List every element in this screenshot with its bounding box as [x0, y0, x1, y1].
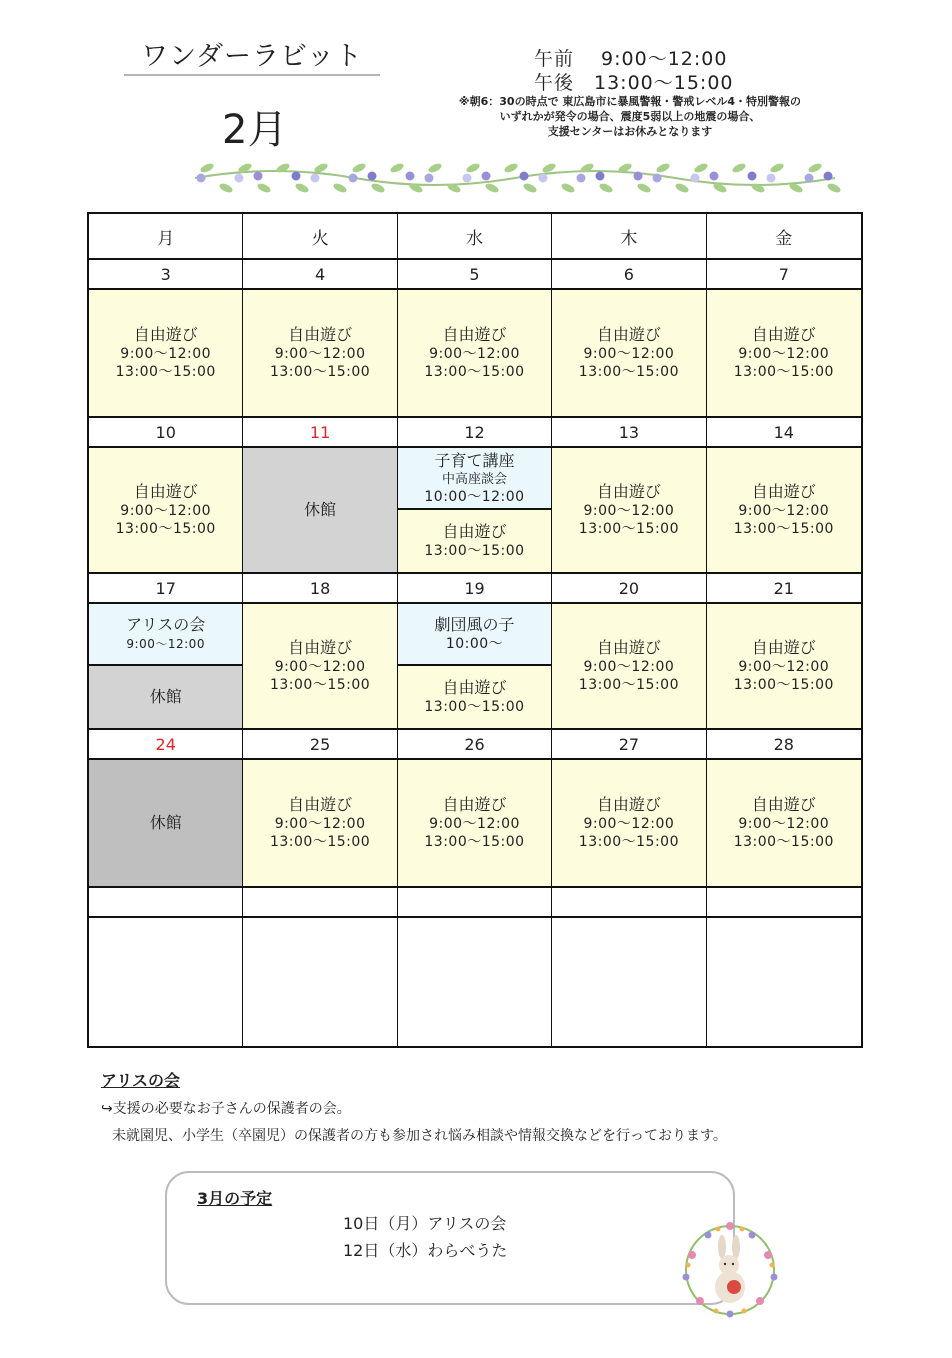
leaf-icon — [560, 182, 576, 194]
event-block — [398, 508, 551, 572]
day-cell — [89, 290, 243, 418]
leaf-icon — [693, 162, 709, 174]
leaf-icon — [294, 182, 310, 194]
event-block — [552, 760, 705, 886]
day-cell — [707, 290, 861, 418]
weather-notice-line: ※朝6：30の時点で 東広島市に暴風警報・警戒レベル4・特別警報の — [458, 95, 802, 108]
day-cell — [552, 918, 706, 1046]
leaf-icon — [826, 182, 842, 194]
weekday-header: 金 — [707, 214, 861, 260]
alice-heading: アリスの会 — [101, 1071, 181, 1090]
blossom-icon — [197, 174, 206, 183]
blossom-icon — [520, 172, 529, 181]
leaf-icon — [256, 182, 272, 194]
event-title: 子育て講座 — [434, 450, 515, 470]
event-block — [89, 604, 242, 664]
day-cell — [707, 760, 861, 888]
event-time: 13:00～15:00 — [733, 521, 834, 537]
event-time: 13:00～15:00 — [115, 521, 216, 537]
leaf-icon — [465, 162, 481, 174]
weekday-header: 火 — [243, 214, 397, 260]
flower-garland-illustration — [185, 150, 845, 202]
leaf-icon — [598, 182, 614, 194]
event-time: 13:00～15:00 — [578, 521, 679, 537]
weekday-header: 月 — [89, 214, 243, 260]
event-time: 13:00～15:00 — [733, 364, 834, 380]
blossom-icon — [691, 174, 700, 183]
date-number — [243, 888, 397, 918]
blossom-icon — [824, 172, 833, 181]
day-cell — [398, 448, 552, 574]
event-title: 自由遊び — [288, 325, 353, 344]
event-time: 10:00～12:00 — [424, 488, 525, 505]
day-cell — [243, 448, 397, 574]
day-cell — [89, 448, 243, 574]
event-title: 劇団風の子 — [434, 615, 515, 634]
event-time: 9:00～12:00 — [429, 816, 520, 832]
event-time: 9:00～12:00 — [120, 346, 212, 362]
event-title: 自由遊び — [751, 795, 816, 814]
leaf-icon — [579, 162, 595, 174]
event-block — [707, 448, 861, 572]
event-title: 休館 — [304, 500, 337, 519]
event-time: 9:00～12:00 — [274, 659, 366, 675]
date-number: 14 — [707, 418, 861, 448]
date-number: 11 — [243, 418, 397, 448]
leaf-icon — [389, 162, 405, 174]
leaf-icon — [370, 182, 386, 194]
day-cell — [243, 604, 397, 730]
event-block — [89, 448, 242, 572]
date-number: 20 — [552, 574, 706, 604]
day-cell — [707, 448, 861, 574]
event-block — [707, 604, 861, 728]
leaf-icon — [769, 162, 785, 174]
blossom-icon — [653, 174, 662, 183]
date-number: 3 — [89, 260, 243, 290]
date-number — [552, 888, 706, 918]
calendar-grid — [87, 212, 863, 1048]
event-time: 13:00～15:00 — [269, 677, 371, 693]
blossom-icon — [710, 172, 719, 181]
event-time: 13:00～15:00 — [578, 834, 679, 850]
event-time: 13:00～15:00 — [733, 834, 834, 850]
date-number — [707, 888, 861, 918]
blossom-icon — [805, 174, 814, 183]
event-block — [552, 604, 705, 728]
alice-description: 未就園児、小学生（卒園児）の保護者の方も参加され悩み相談や情報交換などを行っております。 — [112, 1128, 727, 1144]
leaf-icon — [484, 182, 500, 194]
event-block — [707, 290, 861, 416]
blossom-icon — [235, 174, 244, 183]
event-title: 自由遊び — [751, 482, 816, 501]
weather-notice-line: 支援センターはお休みとなります — [547, 125, 713, 138]
event-block — [552, 448, 705, 572]
blossom-icon — [482, 172, 491, 181]
event-title: アリスの会 — [126, 615, 206, 634]
blossom-icon — [577, 174, 586, 183]
date-number: 17 — [89, 574, 243, 604]
event-block — [398, 760, 551, 886]
day-cell — [243, 760, 397, 888]
leaf-icon — [655, 162, 671, 174]
leaf-icon — [750, 182, 766, 194]
event-block — [243, 290, 396, 416]
hours-afternoon: 午後 13:00～15:00 — [534, 72, 734, 94]
event-subtitle: 中高座談会 — [441, 471, 507, 487]
blossom-icon — [463, 174, 472, 183]
blossom-icon — [748, 172, 757, 181]
day-cell — [398, 290, 552, 418]
rabbit-wreath-illustration — [670, 1215, 790, 1325]
event-time: 13:00～15:00 — [578, 677, 679, 693]
event-title: 自由遊び — [442, 325, 507, 344]
leaf-icon — [636, 182, 652, 194]
event-time: 9:00～12:00 — [274, 816, 366, 832]
event-title: 自由遊び — [442, 678, 507, 697]
blossom-icon — [425, 174, 434, 183]
event-time: 9:00～12:00 — [738, 659, 830, 675]
blossom-icon — [292, 172, 301, 181]
event-time: 9:00～12:00 — [583, 503, 675, 519]
event-block — [243, 604, 396, 728]
leaf-icon — [199, 162, 215, 174]
day-cell — [89, 604, 243, 730]
date-number: 24 — [89, 730, 243, 760]
event-block — [89, 760, 242, 886]
event-title: 休館 — [149, 687, 182, 706]
blossom-icon — [254, 172, 263, 181]
event-title: 自由遊び — [288, 795, 353, 814]
event-block — [398, 664, 551, 728]
date-number: 21 — [707, 574, 861, 604]
event-time: 9:00～12:00 — [738, 503, 830, 519]
event-time: 13:00～15:00 — [733, 677, 834, 693]
event-time: 9:00～12:00 — [429, 346, 520, 362]
date-number: 12 — [398, 418, 552, 448]
event-time: 13:00～15:00 — [424, 543, 525, 559]
leaf-icon — [218, 182, 234, 194]
date-number: 6 — [552, 260, 706, 290]
event-time: 13:00～15:00 — [578, 364, 679, 380]
day-cell — [89, 918, 243, 1046]
event-title: 自由遊び — [596, 325, 661, 344]
day-cell — [707, 918, 861, 1046]
date-number: 28 — [707, 730, 861, 760]
date-number: 27 — [552, 730, 706, 760]
date-number — [398, 888, 552, 918]
event-time: 9:00～12:00 — [126, 637, 205, 651]
blossom-icon — [634, 172, 643, 181]
event-title: 自由遊び — [751, 638, 816, 657]
page-title: ワンダーラビット — [141, 41, 363, 72]
event-time: 9:00～12:00 — [583, 346, 675, 362]
date-number: 7 — [707, 260, 861, 290]
day-cell — [398, 918, 552, 1046]
day-cell — [243, 290, 397, 418]
blossom-icon — [596, 172, 605, 181]
blossom-icon — [311, 174, 320, 183]
leaf-icon — [332, 182, 348, 194]
event-title: 自由遊び — [133, 482, 198, 501]
event-time: 9:00～12:00 — [583, 816, 675, 832]
event-block — [398, 290, 551, 416]
event-time: 13:00～15:00 — [269, 834, 371, 850]
leaf-icon — [674, 182, 690, 194]
date-number: 18 — [243, 574, 397, 604]
march-item: 10日（月）アリスの会 — [343, 1214, 507, 1233]
day-cell — [398, 604, 552, 730]
event-block — [398, 604, 551, 664]
event-time: 9:00～12:00 — [738, 346, 830, 362]
leaf-icon — [427, 162, 443, 174]
leaf-icon — [522, 182, 538, 194]
event-title: 自由遊び — [596, 638, 661, 657]
event-title: 休館 — [149, 813, 182, 832]
day-cell — [552, 604, 706, 730]
event-block — [89, 664, 242, 728]
leaf-icon — [731, 162, 747, 174]
event-title: 自由遊び — [596, 482, 661, 501]
date-number — [89, 888, 243, 918]
event-time: 13:00～15:00 — [115, 364, 216, 380]
blossom-icon — [539, 174, 548, 183]
event-time: 13:00～15:00 — [424, 364, 525, 380]
weekday-header: 水 — [398, 214, 552, 260]
leaf-icon — [503, 162, 519, 174]
event-block — [552, 290, 705, 416]
event-time: 10:00～ — [445, 636, 504, 652]
event-block — [707, 760, 861, 886]
event-title: 自由遊び — [442, 522, 507, 541]
blossom-icon — [406, 172, 415, 181]
weekday-header: 木 — [552, 214, 706, 260]
march-item: 12日（水）わらべうた — [343, 1241, 508, 1260]
event-title: 自由遊び — [442, 795, 507, 814]
event-time: 9:00～12:00 — [274, 346, 366, 362]
event-time: 13:00～15:00 — [269, 364, 371, 380]
day-cell — [243, 918, 397, 1046]
day-cell — [552, 760, 706, 888]
blossom-icon — [767, 174, 776, 183]
event-time: 9:00～12:00 — [738, 816, 830, 832]
event-block — [243, 760, 396, 886]
event-time: 13:00～15:00 — [424, 834, 525, 850]
garland-vine — [195, 171, 835, 185]
event-title: 自由遊び — [596, 795, 661, 814]
event-time: 13:00～15:00 — [424, 699, 525, 715]
date-number: 25 — [243, 730, 397, 760]
title-underline — [124, 74, 380, 76]
blossom-icon — [349, 174, 358, 183]
event-title: 自由遊び — [751, 325, 816, 344]
weather-notice-line: いずれかが発令の場合、震度5弱以上の地震の場合、 — [499, 110, 761, 123]
day-cell — [552, 448, 706, 574]
event-block — [398, 448, 551, 508]
march-heading: 3月の予定 — [197, 1189, 273, 1208]
date-number: 5 — [398, 260, 552, 290]
date-number: 26 — [398, 730, 552, 760]
date-number: 4 — [243, 260, 397, 290]
event-title: 自由遊び — [133, 325, 198, 344]
date-number: 10 — [89, 418, 243, 448]
event-block — [243, 448, 396, 572]
leaf-icon — [807, 162, 823, 174]
day-cell — [89, 760, 243, 888]
event-time: 9:00～12:00 — [583, 659, 675, 675]
day-cell — [552, 290, 706, 418]
day-cell — [707, 604, 861, 730]
blossom-icon — [368, 172, 377, 181]
event-time: 9:00～12:00 — [120, 503, 212, 519]
leaf-icon — [275, 162, 291, 174]
leaf-icon — [351, 162, 367, 174]
day-cell — [398, 760, 552, 888]
alice-description: ↪支援の必要なお子さんの保護者の会。 — [101, 1101, 351, 1117]
date-number: 19 — [398, 574, 552, 604]
month-label: 2月 — [222, 107, 288, 153]
hours-morning: 午前 9:00～12:00 — [534, 48, 728, 70]
event-title: 自由遊び — [288, 638, 353, 657]
event-block — [89, 290, 242, 416]
date-number: 13 — [552, 418, 706, 448]
